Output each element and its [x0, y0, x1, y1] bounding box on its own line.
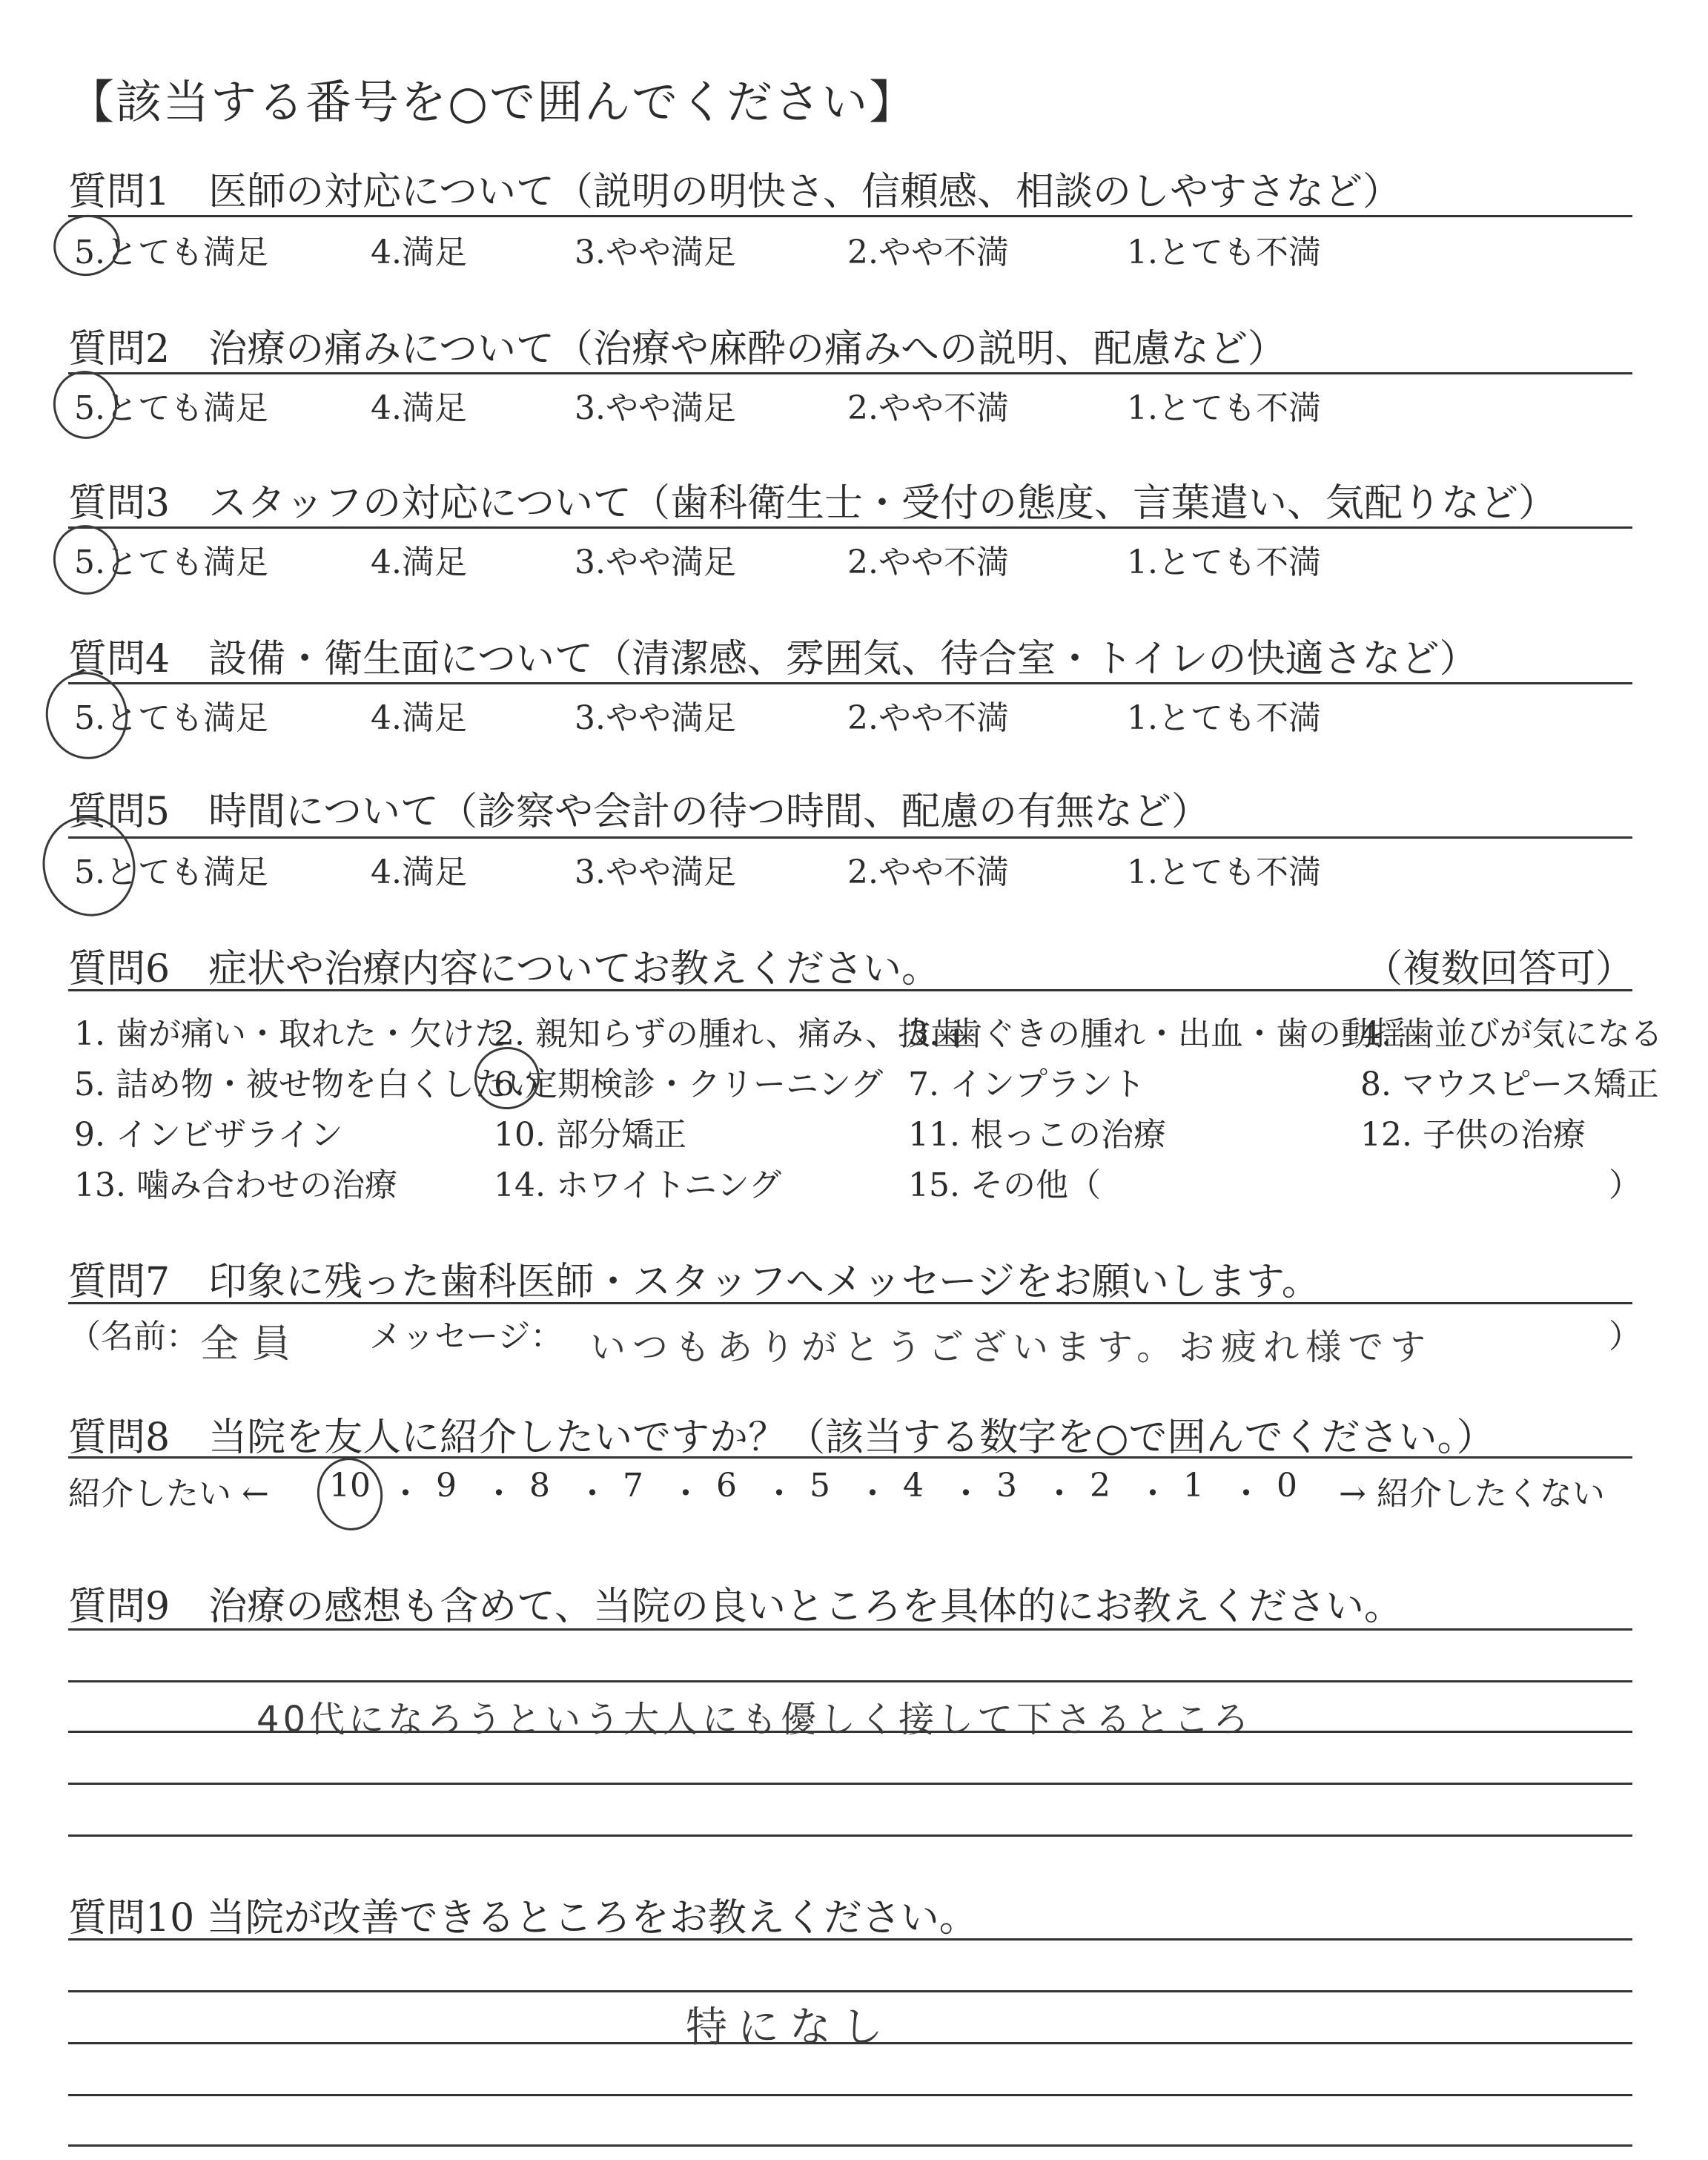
q10-line-5 [68, 2144, 1632, 2147]
q8-separator: ・ [1230, 1475, 1262, 1513]
q9-answer[interactable]: 40代になろうという大人にも優しく接して下さるところ [256, 1699, 1253, 1740]
q9-label: 質問9 治療の感想も含めて、当院の良いところを具体的にお教えください。 [68, 1585, 1403, 1629]
q1-option-2[interactable]: 2.やや不満 [847, 234, 1009, 271]
q3-option-2[interactable]: 2.やや不満 [847, 544, 1009, 581]
q6-item-4[interactable]: 4. 歯並びが気になる [1360, 1015, 1663, 1053]
q6-item-9[interactable]: 9. インビザライン [74, 1116, 343, 1154]
q10-line-4 [68, 2094, 1632, 2096]
q8-scale-0[interactable]: 0 [1277, 1467, 1297, 1505]
q7-message-label: メッセージ： [369, 1318, 563, 1355]
q8-scale-3[interactable]: 3 [996, 1467, 1017, 1505]
q1-option-3[interactable]: 3.やや満足 [575, 234, 736, 271]
q9-line-1 [68, 1628, 1632, 1631]
q6-item-12[interactable]: 12. 子供の治療 [1360, 1116, 1586, 1154]
q7-rule [68, 1302, 1632, 1304]
q5-option-2[interactable]: 2.やや不満 [847, 853, 1009, 891]
q7-label: 質問7 印象に残った歯科医師・スタッフへメッセージをお願いします。 [68, 1260, 1320, 1304]
q2-option-5[interactable]: 5.とても満足 [74, 389, 268, 427]
q8-scale-10[interactable]: 10 [329, 1467, 371, 1505]
q10-label: 質問10 当院が改善できるところをお教えください。 [68, 1896, 978, 1941]
q7-name-value[interactable]: 全員 [200, 1322, 305, 1367]
q8-scale-2[interactable]: 2 [1090, 1467, 1110, 1505]
q8-separator: ・ [763, 1475, 795, 1513]
q6-label: 質問6 症状や治療内容についてお教えください。 [68, 947, 941, 991]
q1-option-4[interactable]: 4.満足 [371, 234, 467, 271]
q1-option-1[interactable]: 1.とても不満 [1127, 234, 1321, 271]
q8-scale-9[interactable]: 9 [436, 1467, 457, 1505]
q5-option-4[interactable]: 4.満足 [371, 853, 467, 891]
q8-separator: ・ [856, 1475, 889, 1513]
q8-separator: ・ [483, 1475, 515, 1513]
q6-item-14[interactable]: 14. ホワイトニング [494, 1166, 782, 1204]
q5-option-1[interactable]: 1.とても不満 [1127, 853, 1321, 891]
q4-option-4[interactable]: 4.満足 [371, 699, 467, 737]
q2-rule [68, 372, 1632, 374]
q6-other-close-paren: ） [1609, 1166, 1641, 1204]
q9-line-5 [68, 1834, 1632, 1837]
q4-option-5[interactable]: 5.とても満足 [74, 699, 268, 737]
q4-rule [68, 682, 1632, 684]
q8-separator: ・ [1136, 1475, 1169, 1513]
q7-name-label: （名前： [68, 1318, 199, 1355]
q5-label: 質問5 時間について（診察や会計の待つ時間、配慮の有無など） [68, 790, 1211, 834]
q8-scale-4[interactable]: 4 [903, 1467, 924, 1505]
q6-item-8[interactable]: 8. マウスピース矯正 [1360, 1066, 1659, 1103]
q5-option-3[interactable]: 3.やや満足 [575, 853, 736, 891]
q6-item-11[interactable]: 11. 根っこの治療 [908, 1116, 1166, 1154]
q8-scale-1[interactable]: 1 [1183, 1467, 1204, 1505]
q8-separator: ・ [669, 1475, 702, 1513]
q5-option-5[interactable]: 5.とても満足 [74, 853, 268, 891]
q10-line-1 [68, 1938, 1632, 1941]
q5-rule [68, 836, 1632, 839]
q2-option-4[interactable]: 4.満足 [371, 389, 467, 427]
q4-option-1[interactable]: 1.とても不満 [1127, 699, 1321, 737]
q6-item-3[interactable]: 3. 歯ぐきの腫れ・出血・歯の動揺 [908, 1015, 1406, 1053]
q8-rule [68, 1456, 1632, 1459]
q6-item-1[interactable]: 1. 歯が痛い・取れた・欠けた [74, 1015, 507, 1053]
q8-right-label: → 紹介したくない [1339, 1475, 1605, 1513]
q4-label: 質問4 設備・衛生面について（清潔感、雰囲気、待合室・トイレの快適さなど） [68, 637, 1478, 681]
q8-scale-5[interactable]: 5 [810, 1467, 830, 1505]
q6-item-15[interactable]: 15. その他（ [908, 1166, 1101, 1204]
q8-separator: ・ [389, 1475, 422, 1513]
q2-option-2[interactable]: 2.やや不満 [847, 389, 1009, 427]
q1-label: 質問1 医師の対応について（説明の明快さ、信頼感、相談のしやすさなど） [68, 170, 1401, 214]
q2-option-3[interactable]: 3.やや満足 [575, 389, 736, 427]
q8-left-label: 紹介したい ← [68, 1475, 269, 1513]
q2-selection-circle [48, 366, 123, 444]
q8-scale-6[interactable]: 6 [716, 1467, 737, 1505]
q8-separator: ・ [950, 1475, 982, 1513]
q3-rule [68, 526, 1632, 529]
q9-line-4 [68, 1783, 1632, 1785]
q8-label: 質問8 当院を友人に紹介したいですか？（該当する数字を○で囲んでください。） [68, 1416, 1495, 1460]
q3-selection-circle [48, 520, 125, 600]
q1-option-5[interactable]: 5.とても満足 [74, 234, 268, 271]
q8-selection-circle [311, 1453, 388, 1536]
q3-option-3[interactable]: 3.やや満足 [575, 544, 736, 581]
q4-option-3[interactable]: 3.やや満足 [575, 699, 736, 737]
q10-answer[interactable]: 特になし [686, 2004, 893, 2052]
q6-item-5[interactable]: 5. 詰め物・被せ物を白くしたい [74, 1066, 540, 1103]
q6-item-10[interactable]: 10. 部分矯正 [494, 1116, 686, 1154]
form-title: 【該当する番号を○で囲んでください】 [68, 75, 917, 129]
q8-separator: ・ [1043, 1475, 1076, 1513]
q6-item-7[interactable]: 7. インプラント [908, 1066, 1145, 1103]
q8-scale-7[interactable]: 7 [623, 1467, 643, 1505]
q7-message-value[interactable]: いつもありがとうございます。お疲れ様です [590, 1327, 1433, 1368]
q6-item-6[interactable]: 6.定期検診・クリーニング [494, 1066, 884, 1103]
q2-label: 質問2 治療の痛みについて（治療や麻酔の痛みへの説明、配慮など） [68, 327, 1287, 371]
q3-option-4[interactable]: 4.満足 [371, 544, 467, 581]
q6-item-2[interactable]: 2. 親知らずの腫れ、痛み、抜歯 [494, 1015, 964, 1053]
q6-rule [68, 989, 1632, 991]
q7-close-paren: ） [1609, 1318, 1641, 1355]
q10-line-2 [68, 1990, 1632, 1992]
q3-option-1[interactable]: 1.とても不満 [1127, 544, 1321, 581]
q9-line-2 [68, 1680, 1632, 1682]
q8-scale-8[interactable]: 8 [529, 1467, 550, 1505]
q4-option-2[interactable]: 2.やや不満 [847, 699, 1009, 737]
q1-rule [68, 215, 1632, 217]
q2-option-1[interactable]: 1.とても不満 [1127, 389, 1321, 427]
q8-separator: ・ [576, 1475, 609, 1513]
q6-note: （複数回答可） [1364, 947, 1635, 991]
q6-item-13[interactable]: 13. 噛み合わせの治療 [74, 1166, 397, 1204]
q3-option-5[interactable]: 5.とても満足 [74, 544, 268, 581]
q3-label: 質問3 スタッフの対応について（歯科衛生士・受付の態度、言葉遣い、気配りなど） [68, 481, 1558, 526]
